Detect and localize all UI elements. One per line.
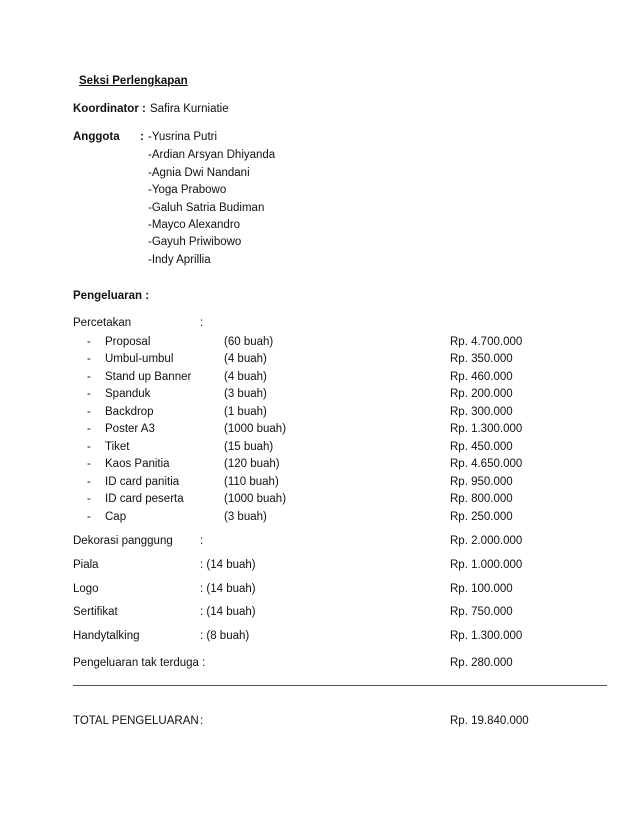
item-name: Stand up Banner — [105, 371, 192, 383]
expense-label: Dekorasi panggung — [73, 535, 173, 547]
expense-cost: Rp. 100.000 — [450, 583, 513, 595]
item-qty: (4 buah) — [224, 371, 267, 383]
item-name: Kaos Panitia — [105, 458, 170, 470]
item-name: Cap — [105, 511, 127, 523]
expense-cost: Rp. 2.000.000 — [450, 535, 523, 547]
item-name: ID card panitia — [105, 476, 180, 488]
list-dash: - — [87, 406, 91, 418]
expense-label: Handytalking — [73, 630, 140, 642]
total-cost: Rp. 19.840.000 — [450, 715, 529, 727]
members-label: Anggota — [73, 131, 120, 143]
members-colon: : — [140, 131, 144, 143]
item-name: ID card peserta — [105, 493, 184, 505]
printing-label: Percetakan — [73, 317, 132, 329]
item-qty: (1000 buah) — [224, 423, 287, 435]
list-dash: - — [87, 336, 91, 348]
item-qty: (3 buah) — [224, 511, 267, 523]
item-cost: Rp. 350.000 — [450, 353, 513, 365]
expense-detail: : (14 buah) — [200, 606, 256, 618]
item-cost: Rp. 1.300.000 — [450, 423, 523, 435]
member-item: -Galuh Satria Budiman — [148, 202, 265, 214]
unexpected-label: Pengeluaran tak terduga : — [73, 657, 206, 669]
item-name: Proposal — [105, 336, 151, 348]
expense-detail: : (14 buah) — [200, 559, 256, 571]
unexpected-cost: Rp. 280.000 — [450, 657, 513, 669]
item-qty: (120 buah) — [224, 458, 280, 470]
total-label: TOTAL PENGELUARAN — [73, 715, 199, 727]
list-dash: - — [87, 458, 91, 470]
expense-detail: : (14 buah) — [200, 583, 256, 595]
member-item: -Yusrina Putri — [148, 131, 218, 143]
item-cost: Rp. 800.000 — [450, 493, 513, 505]
expense-cost: Rp. 1.300.000 — [450, 630, 523, 642]
item-cost: Rp. 950.000 — [450, 476, 513, 488]
item-cost: Rp. 460.000 — [450, 371, 513, 383]
section-title: Seksi Perlengkapan — [79, 75, 188, 87]
list-dash: - — [87, 511, 91, 523]
expense-detail: : — [200, 535, 204, 547]
list-dash: - — [87, 423, 91, 435]
member-item: -Indy Aprillia — [148, 254, 211, 266]
item-cost: Rp. 200.000 — [450, 388, 513, 400]
printing-colon: : — [200, 317, 204, 329]
item-qty: (1000 buah) — [224, 493, 287, 505]
item-cost: Rp. 300.000 — [450, 406, 513, 418]
expense-label: Logo — [73, 583, 99, 595]
expense-cost: Rp. 1.000.000 — [450, 559, 523, 571]
item-qty: (110 buah) — [224, 476, 279, 488]
item-cost: Rp. 4.650.000 — [450, 458, 523, 470]
coordinator-name: Safira Kurniatie — [150, 103, 229, 115]
coordinator-label: Koordinator : — [73, 103, 146, 115]
member-item: -Agnia Dwi Nandani — [148, 167, 250, 179]
item-qty: (3 buah) — [224, 388, 267, 400]
expense-label: Piala — [73, 559, 99, 571]
item-name: Tiket — [105, 441, 130, 453]
member-item: -Ardian Arsyan Dhiyanda — [148, 149, 276, 161]
list-dash: - — [87, 353, 91, 365]
member-item: -Mayco Alexandro — [148, 219, 241, 231]
item-name: Umbul-umbul — [105, 353, 174, 365]
item-qty: (4 buah) — [224, 353, 267, 365]
list-dash: - — [87, 371, 91, 383]
item-qty: (1 buah) — [224, 406, 267, 418]
item-name: Backdrop — [105, 406, 154, 418]
expense-label: Sertifikat — [73, 606, 118, 618]
list-dash: - — [87, 476, 91, 488]
list-dash: - — [87, 441, 91, 453]
expenses-heading: Pengeluaran : — [73, 290, 150, 302]
member-item: -Gayuh Priwibowo — [148, 236, 242, 248]
item-cost: Rp. 4.700.000 — [450, 336, 523, 348]
item-cost: Rp. 450.000 — [450, 441, 513, 453]
item-qty: (60 buah) — [224, 336, 274, 348]
item-name: Spanduk — [105, 388, 151, 400]
list-dash: - — [87, 493, 91, 505]
expense-detail: : (8 buah) — [200, 630, 250, 642]
item-cost: Rp. 250.000 — [450, 511, 513, 523]
item-name: Poster A3 — [105, 423, 155, 435]
member-item: -Yoga Prabowo — [148, 184, 227, 196]
total-colon: : — [200, 715, 204, 727]
item-qty: (15 buah) — [224, 441, 274, 453]
divider-line — [73, 685, 607, 686]
list-dash: - — [87, 388, 91, 400]
expense-cost: Rp. 750.000 — [450, 606, 513, 618]
